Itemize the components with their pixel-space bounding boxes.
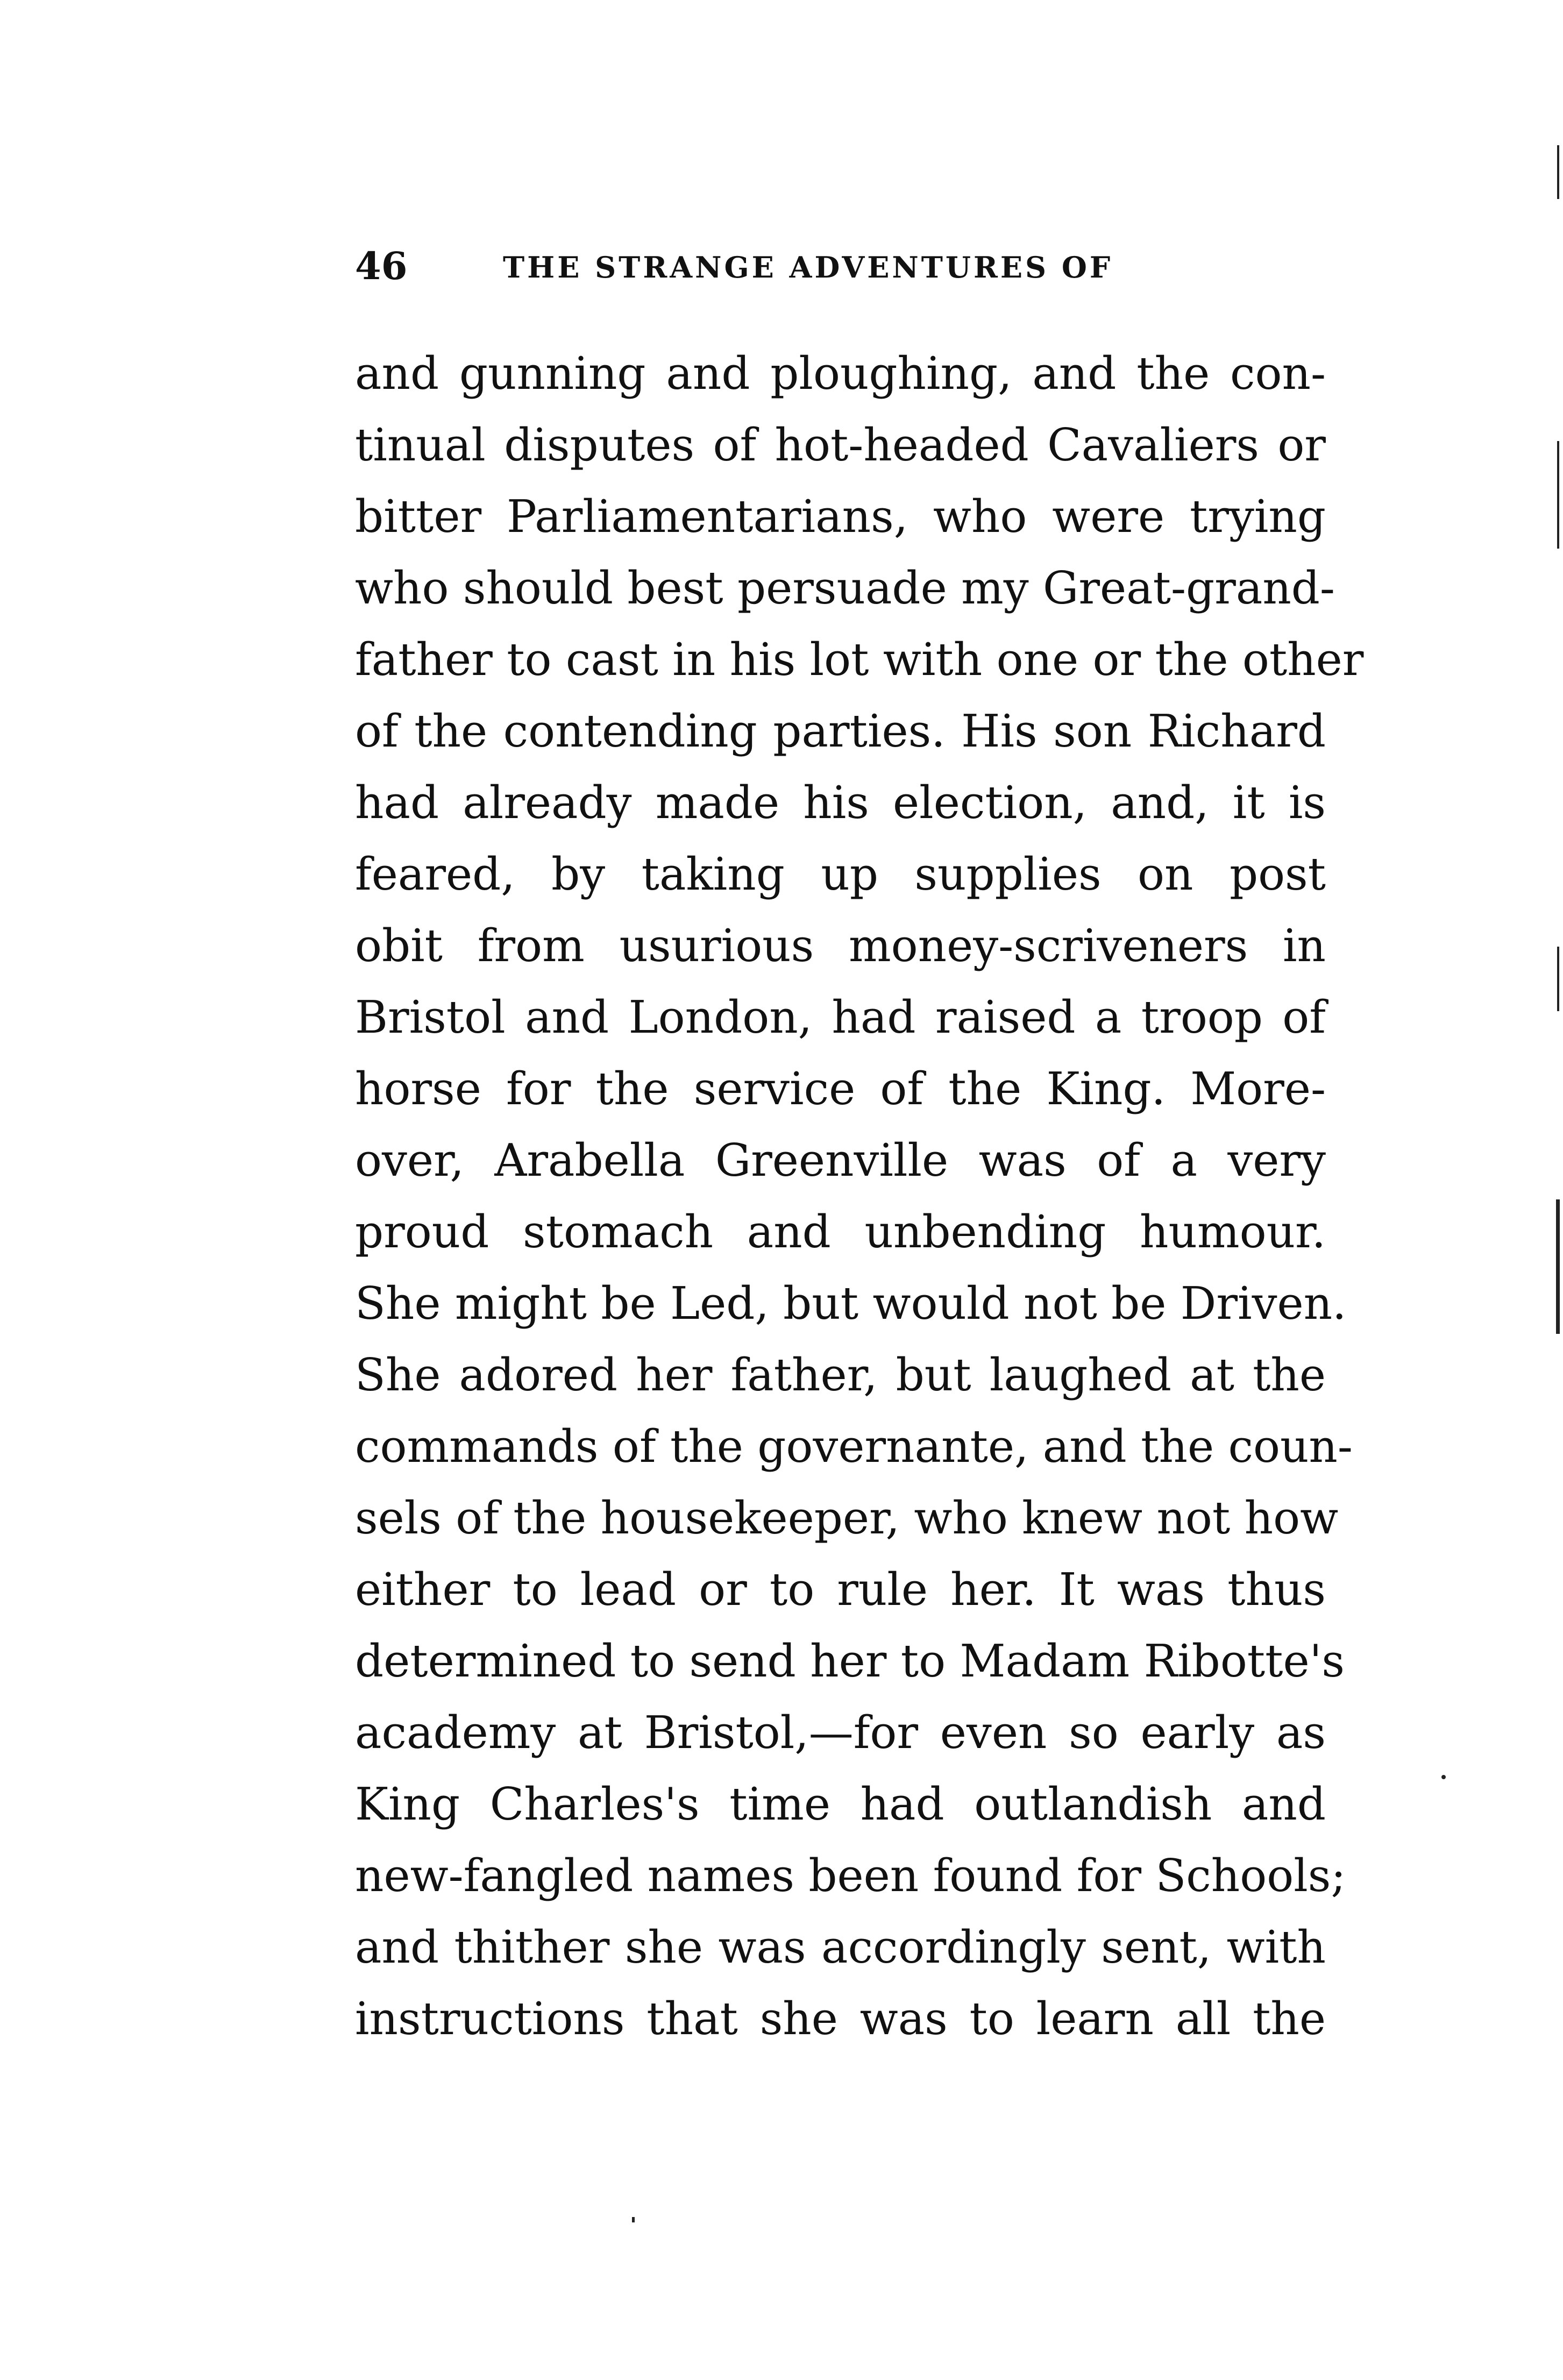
text-line: academy at Bristol,—for even so early as: [355, 1707, 1326, 1759]
text-line: father to cast in his lot with one or the other: [355, 634, 1364, 686]
text-line: commands of the governante, and the coun-: [355, 1420, 1353, 1473]
text-line: obit from usurious money-scriveners in: [355, 920, 1326, 972]
text-line: over, Arabella Greenville was of a very: [355, 1134, 1326, 1187]
text-line: and thither she was accordingly sent, with: [355, 1921, 1326, 1973]
scan-edge-mark: [1557, 145, 1559, 199]
text-line: She might be Led, but would not be Driven.: [355, 1277, 1347, 1330]
text-line: new-fangled names been found for Schools;: [355, 1850, 1346, 1902]
text-line: instructions that she was to learn all the: [355, 1993, 1326, 2045]
text-line: proud stomach and unbending humour.: [355, 1206, 1326, 1258]
body-text: [355, 338, 1364, 2055]
scan-speck: [1441, 1775, 1446, 1779]
text-line: of the contending parties. His son Richard: [355, 705, 1326, 757]
text-line: feared, by taking up supplies on post: [355, 848, 1326, 900]
text-line: Bristol and London, had raised a troop of: [355, 991, 1326, 1043]
text-line: either to lead or to rule her. It was thus: [355, 1564, 1326, 1616]
text-line: who should best persuade my Great-grand-: [355, 562, 1335, 614]
text-line: bitter Parliamentarians, who were trying: [355, 491, 1326, 543]
running-head: THE STRANGE ADVENTURES OF: [503, 250, 1113, 285]
page-header: [355, 245, 1339, 288]
scan-speck: [632, 2217, 635, 2222]
scan-edge-mark: [1557, 441, 1559, 549]
scan-edge-mark: [1556, 1199, 1560, 1334]
text-line: She adored her father, but laughed at the: [355, 1349, 1326, 1401]
text-line: sels of the housekeeper, who knew not how: [355, 1492, 1339, 1544]
text-line: had already made his election, and, it is: [355, 777, 1326, 829]
text-line: determined to send her to Madam Ribotte's: [355, 1635, 1345, 1687]
text-line: and gunning and ploughing, and the con-: [355, 347, 1326, 400]
text-line: horse for the service of the King. More-: [355, 1063, 1326, 1115]
page-number: 46: [355, 244, 408, 288]
scan-edge-mark: [1557, 947, 1559, 1011]
text-line: King Charles's time had outlandish and: [355, 1778, 1326, 1830]
text-line: tinual disputes of hot-headed Cavaliers or: [355, 419, 1326, 471]
